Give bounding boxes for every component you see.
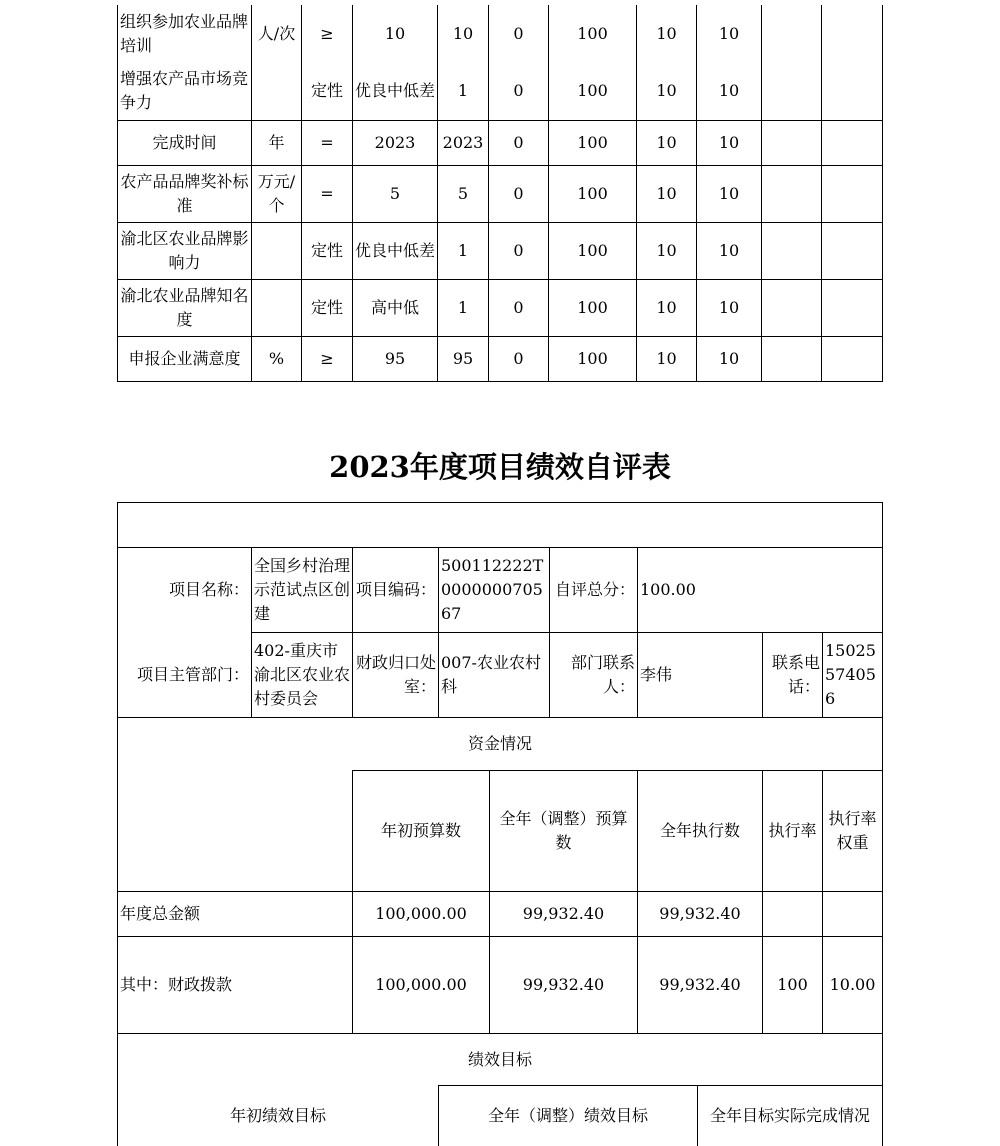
indicator-deviation: 0 [489,336,549,381]
indicator-target: 5 [353,165,438,222]
blank-header-row [118,503,883,548]
indicator-name: 农产品品牌奖补标准 [118,165,252,222]
indicator-unit [252,279,302,336]
indicator-actual: 2023 [438,120,489,165]
phone-label: 联系电话： [763,633,823,718]
funds-adjusted: 99,932.40 [490,892,638,937]
goals-header-initial: 年初绩效目标 [118,1086,439,1146]
indicator-deviation: 0 [489,62,549,120]
funds-header-blank [118,771,353,892]
indicator-weight: 10 [637,279,697,336]
project-name-label: 项目名称： [118,548,252,633]
funds-section-title: 资金情况 [118,718,883,771]
indicator-name: 增强农产品市场竞争力 [118,62,252,120]
indicator-weight: 10 [637,336,697,381]
indicator-actual: 10 [438,5,489,62]
self-score-label: 自评总分： [550,548,638,633]
indicator-target: 95 [353,336,438,381]
indicator-score: 10 [697,222,762,279]
indicator-extra-1 [762,279,822,336]
indicator-rate: 100 [549,120,637,165]
indicator-name: 组织参加农业品牌培训 [118,5,252,62]
funds-header-executed: 全年执行数 [638,771,763,892]
goals-header-row [118,1086,883,1146]
indicator-unit [252,62,302,120]
indicator-operator: = [302,165,353,222]
indicator-score: 10 [697,120,762,165]
dept-label: 项目主管部门： [118,633,252,718]
page-title: 2023年度项目绩效自评表 [329,450,671,484]
indicator-extra-1 [762,62,822,120]
indicator-name: 申报企业满意度 [118,336,252,381]
indicator-rate: 100 [549,279,637,336]
indicator-extra-1 [762,120,822,165]
funds-header-initial: 年初预算数 [353,771,490,892]
blank-header-cell [118,503,883,548]
indicator-actual: 5 [438,165,489,222]
indicator-rate: 100 [549,5,637,62]
indicator-name: 渝北区农业品牌影响力 [118,222,252,279]
goals-header-actual: 全年目标实际完成情况 [698,1086,883,1146]
indicator-score: 10 [697,279,762,336]
indicator-row [118,120,883,165]
indicator-extra-2 [822,279,883,336]
goals-header-adjusted: 全年（调整）绩效目标 [439,1086,698,1146]
office-value: 007-农业农村科 [439,633,550,718]
funds-rate [763,892,823,937]
indicator-unit: 万元/个 [252,165,302,222]
indicator-score: 10 [697,62,762,120]
indicator-extra-2 [822,336,883,381]
funds-executed: 99,932.40 [638,937,763,1034]
funds-title-row [118,718,883,771]
indicator-operator: 定性 [302,222,353,279]
indicator-score: 10 [697,336,762,381]
funds-initial: 100,000.00 [353,937,490,1034]
project-name-value: 全国乡村治理示范试点区创建 [252,548,353,633]
indicator-rate: 100 [549,222,637,279]
dept-value: 402-重庆市渝北区农业农村委员会 [252,633,353,718]
funds-header-adjusted: 全年（调整）预算数 [490,771,638,892]
funds-rate: 100 [763,937,823,1034]
indicator-deviation: 0 [489,222,549,279]
phone-value: 15025574056 [823,633,883,718]
goals-section-title: 绩效目标 [118,1034,883,1086]
indicator-unit: % [252,336,302,381]
funds-row-label: 其中：财政拨款 [118,937,353,1034]
indicator-extra-2 [822,62,883,120]
project-code-value: 500112222T000000070567 [439,548,550,633]
funds-initial: 100,000.00 [353,892,490,937]
indicator-extra-2 [822,222,883,279]
funds-weight: 10.00 [823,937,883,1034]
indicator-target: 高中低 [353,279,438,336]
funds-header-rate: 执行率 [763,771,823,892]
funds-row-fiscal [118,937,883,1034]
indicator-unit [252,222,302,279]
indicator-extra-2 [822,5,883,62]
project-row-1 [118,548,883,633]
indicator-operator: ≥ [302,5,353,62]
indicator-extra-1 [762,5,822,62]
indicator-row [118,279,883,336]
indicator-extra-1 [762,336,822,381]
indicator-rate: 100 [549,62,637,120]
contact-label: 部门联系人： [550,633,638,718]
funds-header-row [118,771,883,892]
indicator-rate: 100 [549,336,637,381]
project-code-label: 项目编码： [353,548,439,633]
self-evaluation-table [117,502,883,1146]
indicator-weight: 10 [637,165,697,222]
contact-value: 李伟 [638,633,763,718]
project-row-2 [118,633,883,718]
indicator-score: 10 [697,5,762,62]
indicator-row [118,222,883,279]
indicator-target: 优良中低差 [353,62,438,120]
indicator-extra-1 [762,222,822,279]
indicator-target: 2023 [353,120,438,165]
indicator-actual: 1 [438,279,489,336]
indicator-deviation: 0 [489,165,549,222]
indicator-extra-2 [822,120,883,165]
indicator-actual: 95 [438,336,489,381]
indicator-extra-2 [822,165,883,222]
funds-header-weight: 执行率权重 [823,771,883,892]
indicator-weight: 10 [637,5,697,62]
funds-row-label: 年度总金额 [118,892,353,937]
indicator-actual: 1 [438,222,489,279]
indicator-extra-1 [762,165,822,222]
self-score-value: 100.00 [638,548,883,633]
indicator-operator: ≥ [302,336,353,381]
indicator-row [118,62,883,120]
indicator-name: 渝北农业品牌知名度 [118,279,252,336]
indicator-target: 优良中低差 [353,222,438,279]
funds-row-total [118,892,883,937]
indicator-weight: 10 [637,120,697,165]
indicator-rate: 100 [549,165,637,222]
indicator-score: 10 [697,165,762,222]
indicator-target: 10 [353,5,438,62]
funds-executed: 99,932.40 [638,892,763,937]
indicator-unit: 年 [252,120,302,165]
goals-title-row [118,1034,883,1086]
indicator-name: 完成时间 [118,120,252,165]
indicator-operator: = [302,120,353,165]
office-label: 财政归口处室： [353,633,439,718]
indicator-row [118,336,883,381]
funds-adjusted: 99,932.40 [490,937,638,1034]
indicator-unit: 人/次 [252,5,302,62]
indicator-operator: 定性 [302,279,353,336]
indicator-weight: 10 [637,222,697,279]
indicator-operator: 定性 [302,62,353,120]
indicator-deviation: 0 [489,5,549,62]
indicator-row [118,5,883,62]
indicator-deviation: 0 [489,120,549,165]
indicator-actual: 1 [438,62,489,120]
funds-weight [823,892,883,937]
indicator-deviation: 0 [489,279,549,336]
indicator-row [118,165,883,222]
indicator-table [117,5,883,382]
indicator-weight: 10 [637,62,697,120]
